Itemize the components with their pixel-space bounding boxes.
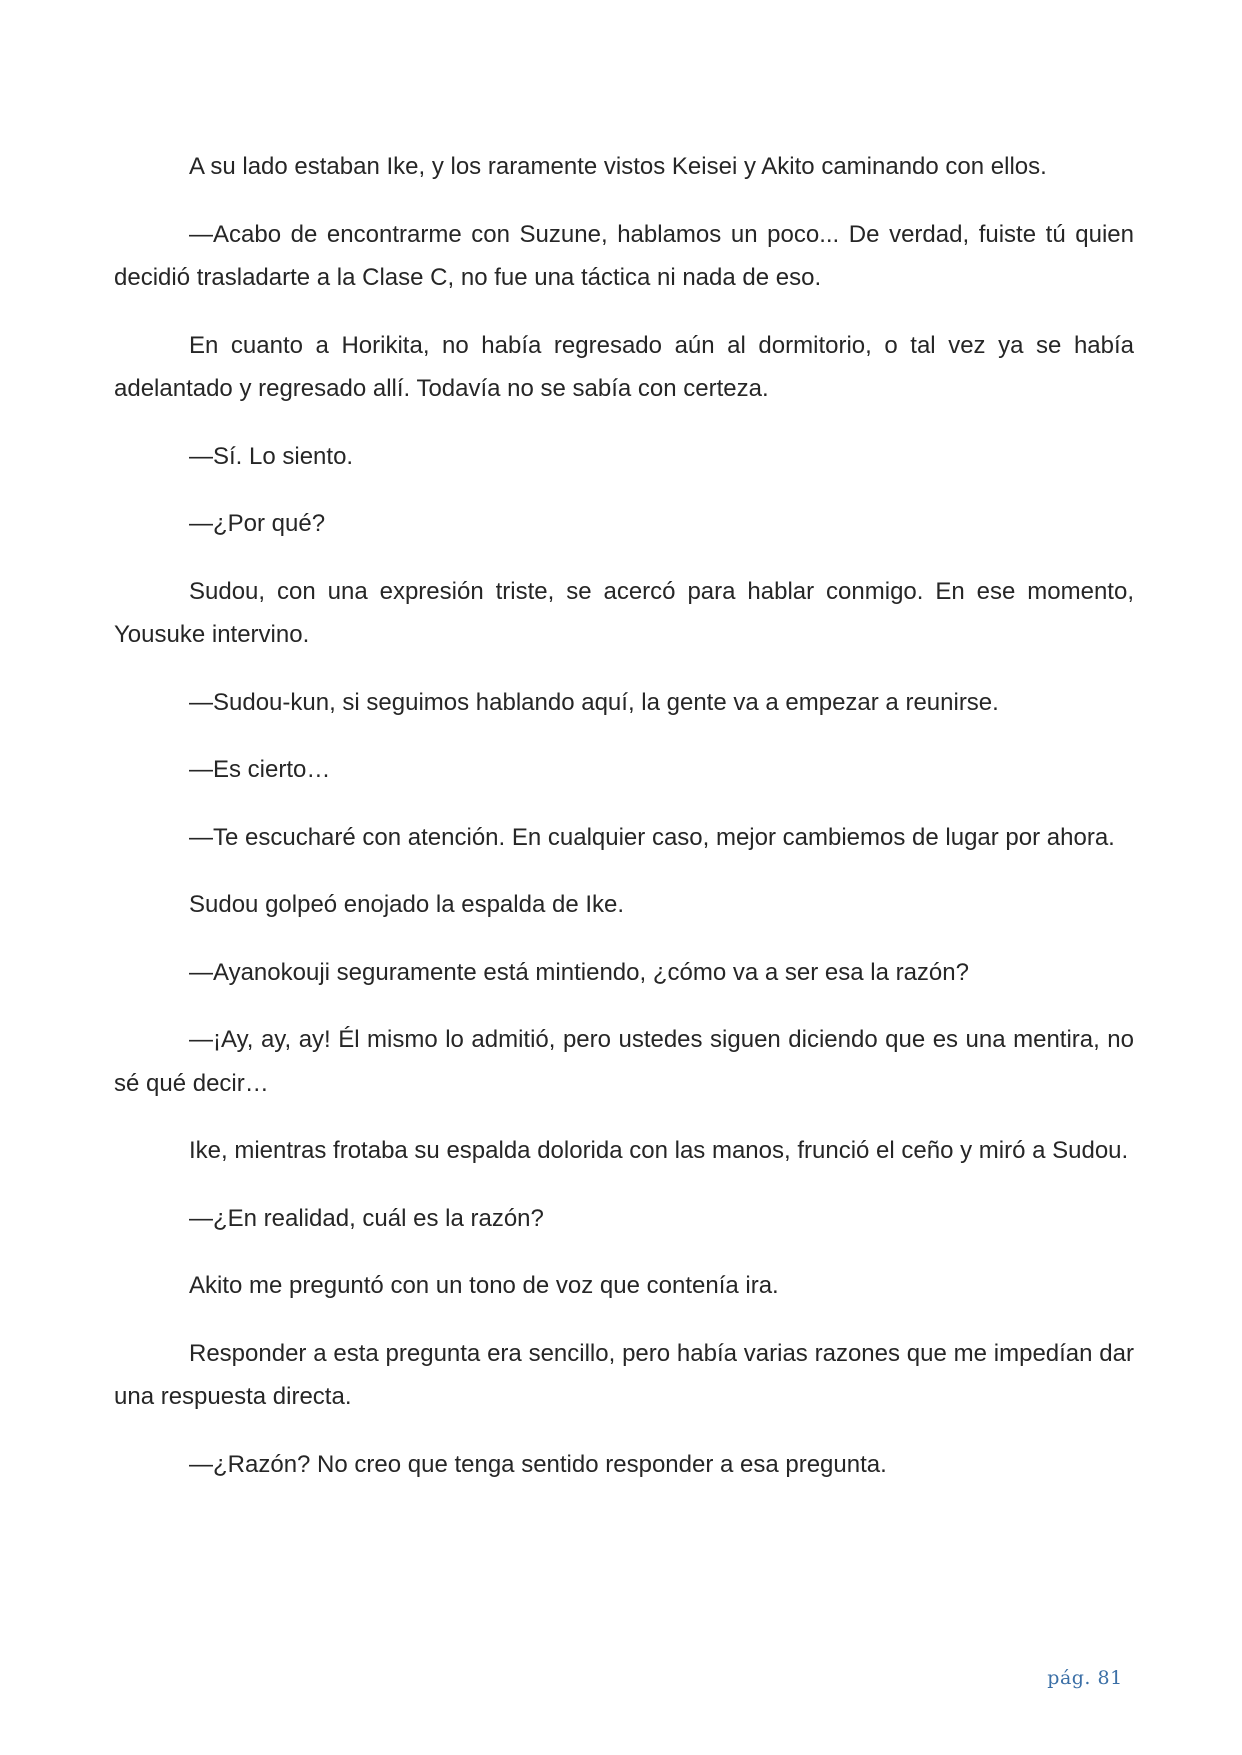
paragraph: Sudou, con una expresión triste, se acercó para hablar conmigo. En ese momento, Yousuke intervino. xyxy=(114,577,1134,648)
paragraph: —Acabo de encontrarme con Suzune, hablamos un poco... De verdad, fuiste tú quien decidió trasladarte a la Clase C, no fue una táctica ni nada de eso. xyxy=(114,220,1134,291)
paragraph: —Sí. Lo siento. xyxy=(189,442,354,470)
paragraph: —¿Razón? No creo que tenga sentido responder a esa pregunta. xyxy=(189,1450,887,1478)
paragraph: —¡Ay, ay, ay! Él mismo lo admitió, pero ustedes siguen diciendo que es una mentira, no sé qué decir… xyxy=(114,1026,1134,1097)
paragraph: En cuanto a Horikita, no había regresado aún al dormitorio, o tal vez ya se había adelantado y regresado allí. Todavía no se sabía con certeza. xyxy=(114,331,1134,402)
paragraph: —Es cierto… xyxy=(189,756,331,783)
paragraph: —Ayanokouji seguramente está mintiendo, ¿cómo va a ser esa la razón? xyxy=(189,958,969,986)
paragraph: Responder a esta pregunta era sencillo, pero había varias razones que me impedían dar una respuesta directa. xyxy=(114,1339,1134,1410)
paragraph: Sudou golpeó enojado la espalda de Ike. xyxy=(189,891,625,918)
paragraph: —Te escucharé con atención. En cualquier caso, mejor cambiemos de lugar por ahora. xyxy=(189,823,1115,851)
paragraph: —Sudou-kun, si seguimos hablando aquí, la gente va a empezar a reunirse. xyxy=(189,688,999,716)
paragraph: Akito me preguntó con un tono de voz que contenía ira. xyxy=(189,1272,779,1299)
body-text xyxy=(114,145,1134,1510)
paragraph: —¿Por qué? xyxy=(189,510,326,537)
paragraph: Ike, mientras frotaba su espalda dolorida con las manos, frunció el ceño y miró a Sudou. xyxy=(189,1137,1129,1164)
page-number: pág. 81 xyxy=(1047,1667,1123,1689)
paragraph: —¿En realidad, cuál es la razón? xyxy=(189,1204,544,1232)
paragraph: A su lado estaban Ike, y los raramente vistos Keisei y Akito caminando con ellos. xyxy=(189,153,1047,180)
